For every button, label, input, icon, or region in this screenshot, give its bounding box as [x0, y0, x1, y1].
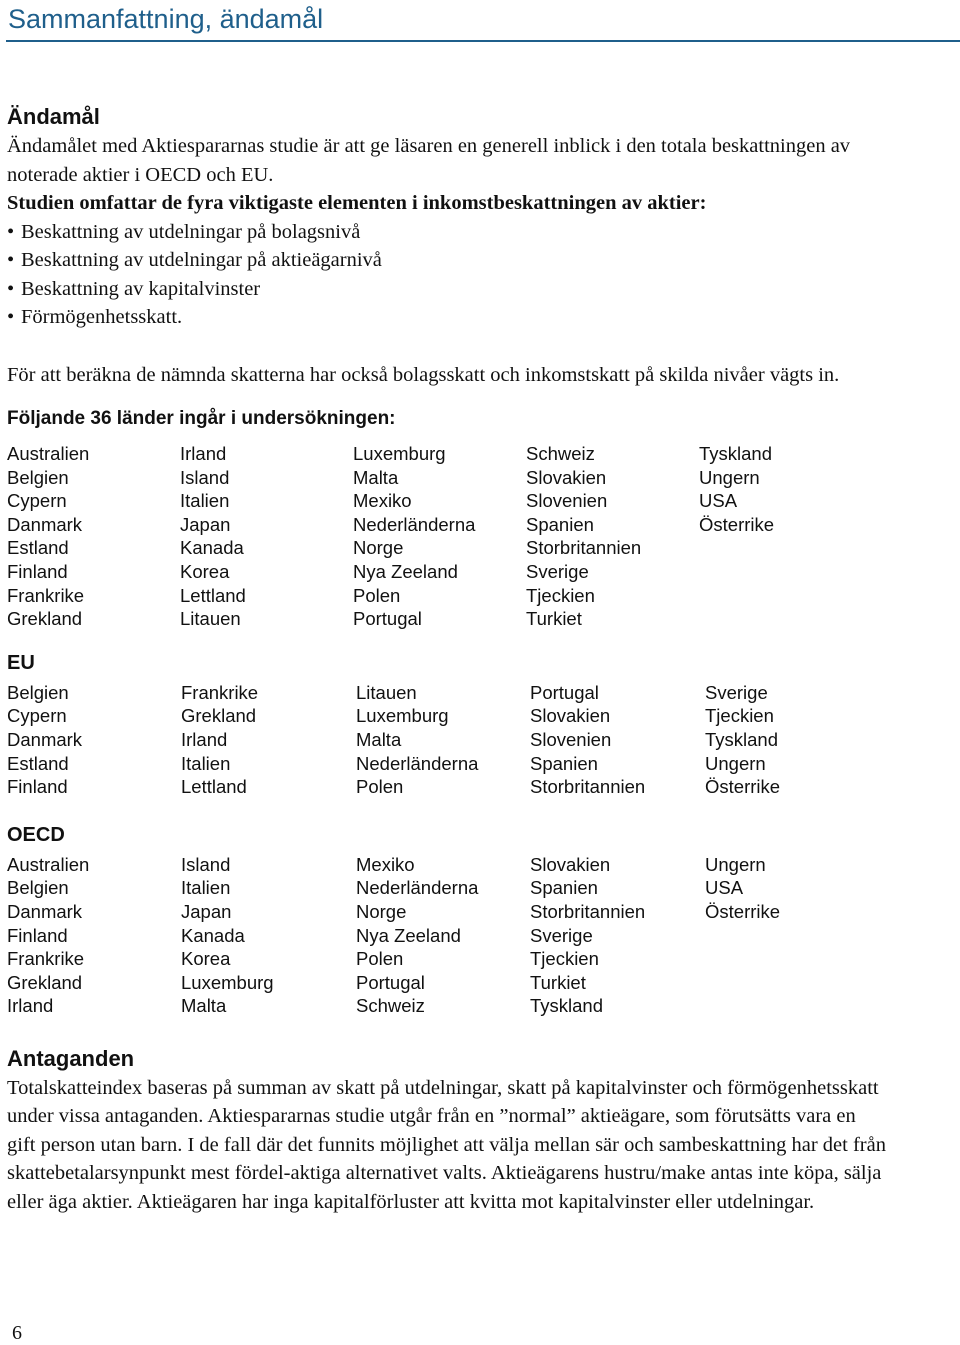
list-item: USA — [699, 490, 738, 512]
list-item: Grekland — [181, 705, 257, 727]
list-item: • Förmögenhetsskatt. — [7, 303, 952, 332]
list-item: Polen — [356, 948, 404, 970]
list-item: Irland — [181, 728, 228, 750]
list-item: Mexiko — [353, 490, 412, 512]
list-item: Polen — [356, 776, 404, 798]
assumptions-section — [7, 1044, 952, 1217]
page-content — [7, 102, 952, 1216]
list-item: Slovakien — [530, 705, 611, 727]
list-item: Island — [180, 466, 230, 488]
list-item: Schweiz — [356, 995, 425, 1017]
list-item: Grekland — [7, 608, 83, 630]
list-item: Litauen — [180, 608, 241, 630]
list-item: Portugal — [356, 971, 425, 993]
list-item: Finland — [7, 776, 68, 798]
list-item: Nederländerna — [356, 877, 479, 899]
list-item: Slovakien — [530, 853, 611, 875]
purpose-intro: Ändamålet med Aktiespararnas studie är att ge läsaren en generell inblick i den totala beskattningen av noterade aktier i OECD och EU. — [7, 135, 851, 186]
list-item: Grekland — [7, 971, 83, 993]
list-item: Japan — [180, 513, 231, 535]
countries-section — [7, 406, 952, 1018]
list-item: Kanada — [181, 924, 245, 946]
list-item: Ungern — [699, 466, 760, 488]
list-item: Mexiko — [356, 853, 415, 875]
elements-list — [7, 218, 952, 332]
assumptions-heading: Antaganden — [7, 1045, 135, 1071]
list-item: • Beskattning av utdelningar på bolagsnivå — [7, 218, 952, 247]
list-item: Norge — [353, 537, 404, 559]
list-item: Storbritannien — [530, 900, 646, 922]
assumptions-text: Totalskatteindex baseras på summan av skatt på utdelningar, skatt på kapitalvinster och förmögenhetsskatt under vissa antaganden. Aktiespararnas studie utgår från en ”normal” aktieägare, som förutsätts vara en gift person utan barn. I de fall där det funnits möjlighet att välja mellan sär och sambeskattning har det från skattebetalarsynpunkt mest fördel-aktiga alternativet valts. Aktieägarens hustru/make antas inte köpa, sälja eller äga aktier. Aktieägaren har inga kapitalförluster att kvitta mot kapitalvinster eller utdelningar. — [7, 1076, 886, 1213]
list-item: Storbritannien — [526, 537, 642, 559]
list-item: Australien — [7, 853, 90, 875]
list-item: Italien — [181, 877, 231, 899]
list-item: Slovenien — [526, 490, 608, 512]
page-header — [6, 0, 960, 42]
list-item: Tjeckien — [530, 948, 599, 970]
list-item: Tjeckien — [526, 584, 595, 606]
list-item: Ungern — [705, 853, 766, 875]
list-item: Storbritannien — [530, 776, 646, 798]
countries-heading: Följande 36 länder ingår i undersökningen: — [7, 408, 396, 429]
page-title: Sammanfattning, ändamål — [8, 4, 324, 34]
list-item: Slovenien — [530, 728, 612, 750]
oecd-heading: OECD — [7, 823, 65, 846]
list-item: Spanien — [530, 877, 598, 899]
list-item: Slovakien — [526, 466, 607, 488]
list-item: Italien — [181, 752, 231, 774]
list-item: Danmark — [7, 513, 83, 535]
list-item: • Beskattning av kapitalvinster — [7, 275, 952, 304]
list-item: Danmark — [7, 728, 83, 750]
list-item: Finland — [7, 924, 68, 946]
list-item: Polen — [353, 584, 401, 606]
list-item: Österrike — [705, 900, 781, 922]
list-item: Malta — [356, 728, 402, 750]
list-item: Lettland — [180, 584, 246, 606]
purpose-heading: Ändamål — [7, 104, 100, 129]
list-item: Portugal — [530, 681, 599, 703]
purpose-section — [7, 102, 952, 389]
list-item: Spanien — [526, 513, 594, 535]
list-item: Sverige — [526, 560, 589, 582]
list-item: Frankrike — [7, 584, 85, 606]
list-item: Cypern — [7, 490, 67, 512]
list-item: Lettland — [181, 776, 247, 798]
page-number: 6 — [12, 1322, 22, 1344]
eu-heading: EU — [7, 651, 35, 674]
additional-taxes-text: För att beräkna de nämnda skatterna har också bolagsskatt och inkomstskatt på skilda nivåer vägts in. — [7, 363, 840, 386]
list-item: Kanada — [180, 537, 244, 559]
list-item: Korea — [181, 948, 231, 970]
list-item: Finland — [7, 560, 68, 582]
all-countries-grid — [7, 442, 952, 631]
list-item: Österrike — [705, 776, 781, 798]
list-item: Ungern — [705, 752, 766, 774]
list-item: Tyskland — [705, 728, 779, 750]
list-item: Belgien — [7, 877, 69, 899]
list-item: Italien — [180, 490, 230, 512]
list-item: Australien — [7, 443, 90, 464]
list-item: Sverige — [705, 681, 768, 703]
list-item: Frankrike — [7, 948, 85, 970]
list-item: Belgien — [7, 681, 69, 703]
list-item: Tyskland — [699, 443, 773, 464]
list-item: Nederländerna — [353, 513, 476, 535]
list-item: Turkiet — [526, 608, 582, 630]
oecd-countries-grid — [7, 853, 952, 1018]
list-item: Schweiz — [526, 443, 595, 464]
list-item: Luxemburg — [353, 443, 446, 464]
list-item: Tyskland — [530, 995, 604, 1017]
list-item: Nederländerna — [356, 752, 479, 774]
list-item: Luxemburg — [356, 705, 449, 727]
list-item: Irland — [7, 995, 54, 1017]
list-item: Japan — [181, 900, 232, 922]
list-item: Nya Zeeland — [356, 924, 461, 946]
list-item: Litauen — [356, 681, 417, 703]
list-item: Cypern — [7, 705, 67, 727]
list-item: Portugal — [353, 608, 422, 630]
list-item: Frankrike — [181, 681, 259, 703]
eu-countries-grid — [7, 681, 952, 799]
elements-lead: Studien omfattar de fyra viktigaste elementen i inkomstbeskattningen av aktier: — [7, 192, 707, 214]
list-item: Österrike — [699, 513, 775, 535]
list-item: Irland — [180, 443, 227, 464]
list-item: Belgien — [7, 466, 69, 488]
list-item: Tjeckien — [705, 705, 774, 727]
list-item: Norge — [356, 900, 407, 922]
list-item: Nya Zeeland — [353, 560, 458, 582]
list-item: USA — [705, 877, 744, 899]
list-item: Sverige — [530, 924, 593, 946]
list-item: Estland — [7, 752, 69, 774]
list-item: Danmark — [7, 900, 83, 922]
list-item: Turkiet — [530, 971, 586, 993]
list-item: • Beskattning av utdelningar på aktieägarnivå — [7, 246, 952, 275]
list-item: Luxemburg — [181, 971, 274, 993]
list-item: Estland — [7, 537, 69, 559]
list-item: Spanien — [530, 752, 598, 774]
list-item: Malta — [181, 995, 227, 1017]
list-item: Island — [181, 853, 231, 875]
list-item: Korea — [180, 560, 230, 582]
list-item: Malta — [353, 466, 399, 488]
